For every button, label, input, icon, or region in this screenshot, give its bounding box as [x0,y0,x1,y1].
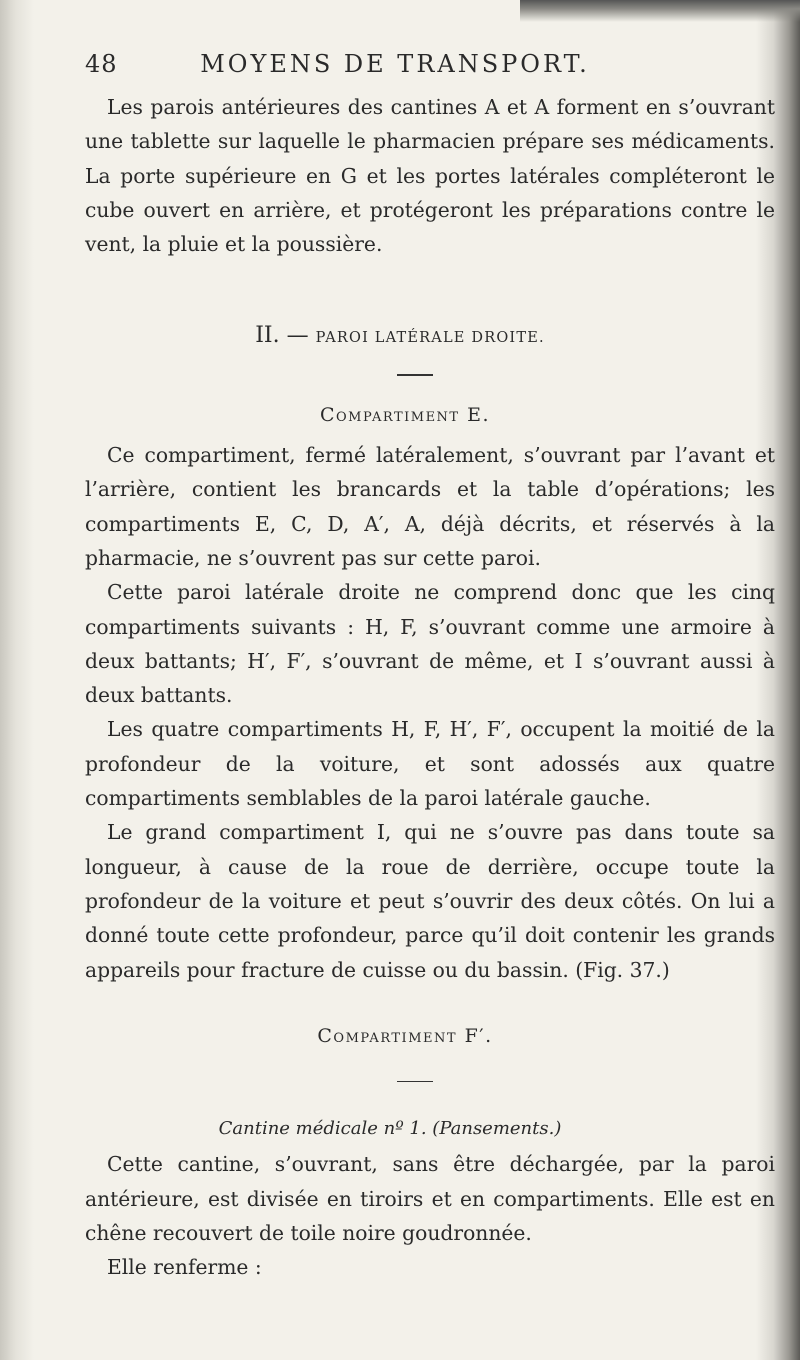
section-dash: — [286,323,309,349]
cantine-subheading: Cantine médicale nº 1. (Pansements.) [218,1118,562,1140]
section-heading [85,323,775,348]
page-gutter-shadow [0,0,34,1360]
section-numeral: II. [255,323,280,349]
intro-paragraph: Les parois antérieures des cantines A et A forment en s’ouvrant une tablette sur laquelle le pharmacien prépare ses médicaments. La porte supérieure en G et les portes latérales compléteront le cube ouvert en arrière, et protégeront les préparations contre le vent, la pluie et la poussière. [85,95,775,257]
page-number: 48 [85,50,118,78]
section-title: PAROI LATÉRALE DROITE. [315,330,545,347]
section-divider [397,374,433,376]
compartment-f-prime-paragraph-1: Cette cantine, s’ouvrant, sans être déchargée, par la paroi antérieure, est divisée en tiroirs et en compartiments. Elle est en chêne recouvert de toile noire goudronnée. [85,1152,775,1246]
compartment-divider [397,1081,433,1083]
compartment-e-heading: Compartiment E. [319,404,491,427]
book-page [85,50,775,1285]
page-top-edge [520,0,800,22]
compartment-f-prime-heading: Compartiment F′. [317,1024,493,1047]
compartment-f-prime-paragraph-2: Elle renferme : [107,1255,262,1280]
running-head [85,50,775,90]
compartment-e-paragraph-4: Le grand compartiment I, qui ne s’ouvre pas dans toute sa longueur, à cause de la roue de derrière, occupe toute la profondeur de la voiture et peut s’ouvrir des deux côtés. On lui a donné toute cette profondeur, parce qu’il doit contenir les grands appareils pour fracture de cuisse ou du bassin. (Fig. 37.) [85,820,775,982]
compartment-e-paragraph-3: Les quatre compartiments H, F, H′, F′, occupent la moitié de la profondeur de la voiture, et sont adossés aux quatre compartiments semblables de la paroi latérale gauche. [85,717,775,811]
running-title: MOYENS DE TRANSPORT. [200,50,590,78]
compartment-e-paragraph-2: Cette paroi latérale droite ne comprend donc que les cinq compartiments suivants : H, F, s’ouvrant comme une armoire à deux battants; H′, F′, s’ouvrant de même, et I s’ouvrant aussi à deux battants. [85,580,775,708]
compartment-e-paragraph-1: Ce compartiment, fermé latéralement, s’ouvrant par l’avant et l’arrière, contient les brancards et la table d’opérations; les compartiments E, C, D, A′, A, déjà décrits, et réservés à la pharmacie, ne s’ouvrent pas sur cette paroi. [85,443,775,570]
